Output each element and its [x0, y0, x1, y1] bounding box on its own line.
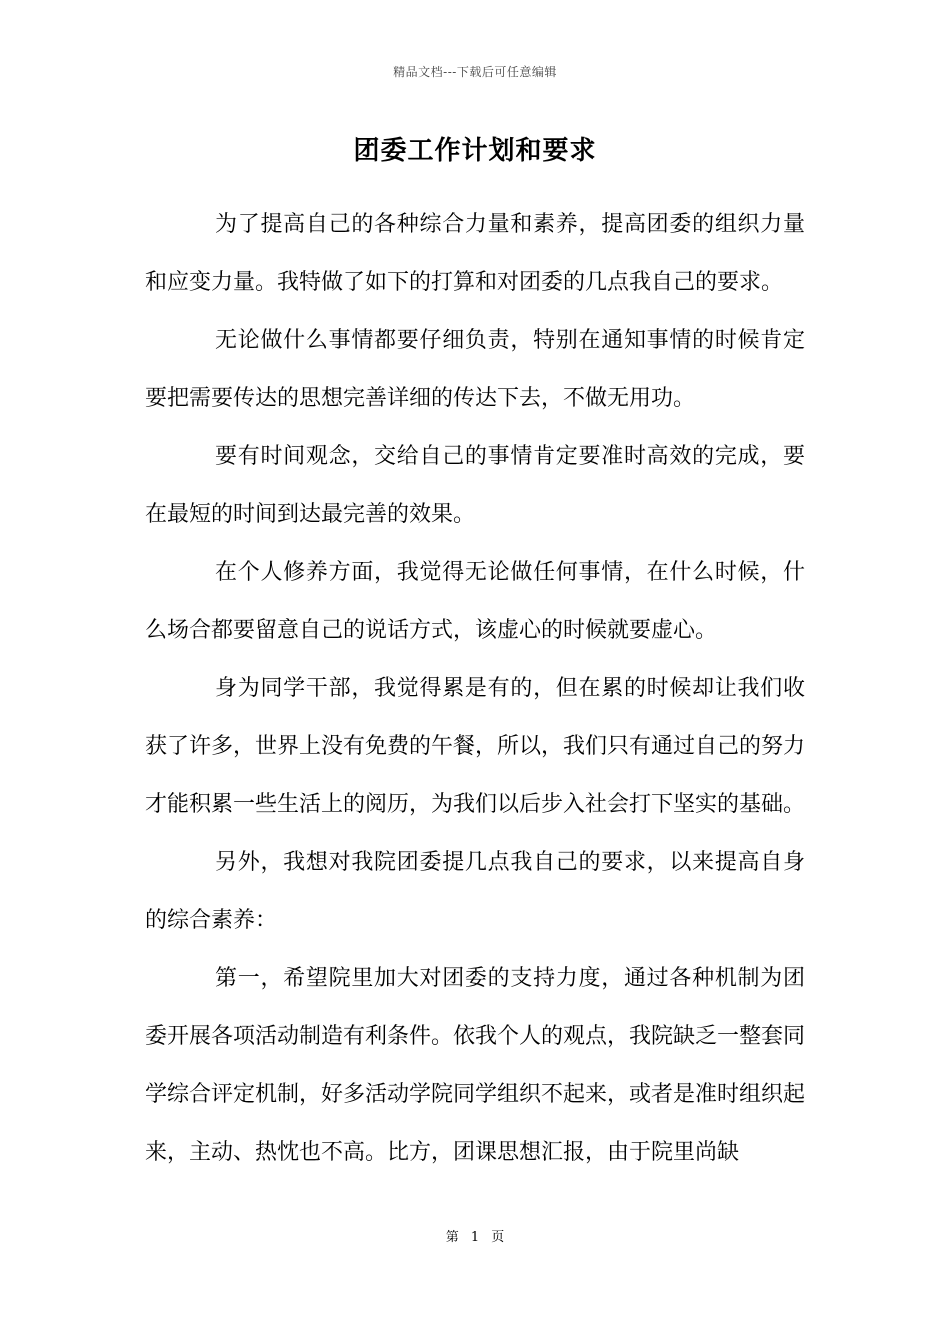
page-number-prefix: 第	[445, 1230, 459, 1245]
document-title: 团委工作计划和要求	[353, 136, 597, 166]
paragraph: 要有时间观念，交给自己的事情肯定要准时高效的完成，要在最短的时间到达最完善的效果。	[145, 444, 805, 527]
document-header: 精品文档---下载后可任意编辑	[393, 65, 557, 79]
paragraph: 第一，希望院里加大对团委的支持力度，通过各种机制为团委开展各项活动制造有利条件。依我个人的观点，我院缺乏一整套同学综合评定机制，好多活动学院同学组织不起来，或者是准时组织起来，主动、热忱也不高。比方，团课思想汇报，由于院里尚缺	[145, 966, 806, 1165]
paragraph: 身为同学干部，我觉得累是有的，但在累的时候却让我们收获了许多，世界上没有免费的午餐，所以，我们只有通过自己的努力才能积累一些生活上的阅历，为我们以后步入社会打下坚实的基础。	[145, 676, 806, 817]
paragraph: 另外，我想对我院团委提几点我自己的要求，以来提高自身的综合素养：	[145, 850, 805, 933]
paragraph: 在个人修养方面，我觉得无论做任何事情，在什么时候，什么场合都要留意自己的说话方式，该虚心的时候就要虚心。	[145, 560, 805, 643]
page-number: 1	[470, 1230, 480, 1245]
paragraph: 为了提高自己的各种综合力量和素养，提高团委的组织力量和应变力量。我特做了如下的打算和对团委的几点我自己的要求。	[145, 212, 805, 295]
page-number-suffix: 页	[491, 1230, 505, 1245]
page-footer	[0, 1226, 950, 1245]
document-body	[145, 196, 805, 1182]
paragraph: 无论做什么事情都要仔细负责，特别在通知事情的时候肯定要把需要传达的思想完善详细的传达下去，不做无用功。	[145, 328, 805, 411]
